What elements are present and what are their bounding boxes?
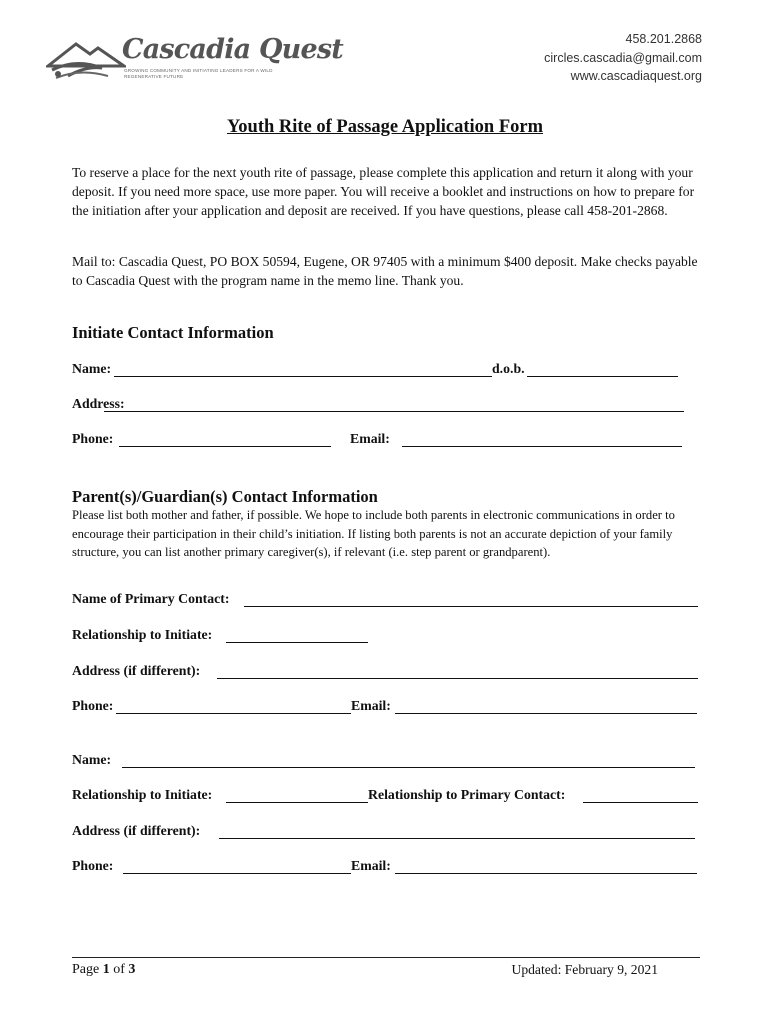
second-address-field[interactable] [219, 838, 695, 839]
mountain-logo-icon [46, 36, 126, 86]
second-relationship-row [72, 787, 700, 807]
second-name-label: Name: [72, 752, 112, 767]
second-phone-field[interactable] [123, 873, 351, 874]
initiate-heading: Initiate Contact Information [72, 323, 274, 342]
initiate-name-label: Name: [72, 361, 112, 376]
primary-email-label: Email: [351, 698, 391, 713]
primary-phone-field[interactable] [116, 713, 351, 714]
primary-relationship-row [72, 627, 700, 647]
relationship-primary-field[interactable] [583, 802, 698, 803]
contact-email[interactable]: circles.cascadia@gmail.com [544, 50, 702, 65]
page-footer [72, 957, 700, 980]
initiate-email-label: Email: [350, 431, 390, 446]
initiate-address-label: Address: [72, 396, 125, 411]
second-phone-label: Phone: [72, 858, 114, 873]
contact-phone: 458.201.2868 [625, 32, 702, 46]
second-name-field[interactable] [122, 767, 695, 768]
initiate-phone-field[interactable] [119, 446, 331, 447]
updated-date: Updated: February 9, 2021 [511, 962, 658, 977]
relationship-primary-label: Relationship to Primary Contact: [368, 787, 566, 802]
primary-address-label: Address (if different): [72, 663, 201, 678]
primary-address-field[interactable] [217, 678, 698, 679]
initiate-dob-label: d.o.b. [492, 361, 525, 376]
primary-name-row [72, 591, 700, 611]
primary-email-field[interactable] [395, 713, 697, 714]
primary-phone-row [72, 698, 700, 718]
primary-address-row [72, 663, 700, 683]
primary-name-field[interactable] [244, 606, 698, 607]
logo-tagline: GROWING COMMUNITY AND INITIATING LEADERS FOR A WILD REGENERATIVE FUTURE [124, 68, 273, 79]
page-current: 1 [102, 962, 110, 977]
parents-heading: Parent(s)/Guardian(s) Contact Information [72, 487, 378, 506]
page-of: of [109, 962, 129, 977]
initiate-name-row [72, 361, 700, 381]
mail-paragraph: Mail to: Cascadia Quest, PO BOX 50594, Eugene, OR 97405 with a minimum $400 deposit. Make checks payable to Cascadia Quest with the program name in the memo line. Thank you. [72, 254, 698, 288]
page-number [72, 962, 135, 978]
second-email-label: Email: [351, 858, 391, 873]
initiate-address-field[interactable] [104, 411, 684, 412]
second-phone-row [72, 858, 700, 878]
initiate-email-field[interactable] [402, 446, 682, 447]
primary-phone-label: Phone: [72, 698, 114, 713]
initiate-phone-row [72, 431, 700, 451]
logo [46, 30, 343, 90]
primary-relationship-label: Relationship to Initiate: [72, 627, 213, 642]
second-name-row [72, 752, 700, 772]
second-relationship-field[interactable] [226, 802, 368, 803]
initiate-dob-field[interactable] [527, 376, 678, 377]
second-relationship-label: Relationship to Initiate: [72, 787, 213, 802]
parents-note: Please list both mother and father, if possible. We hope to include both parents in electronic communications in order to encourage their participation in their child’s initiation. If listing both parents is not an accurate depiction of your family structure, you can list another primary caregiver(s), if relevant (i.e. step parent or grandparent). [72, 508, 675, 559]
intro-paragraph: To reserve a place for the next youth rite of passage, please complete this application and return it along with your deposit. If you need more space, use more paper. You will receive a booklet and instructions on how to prepare for the initiation after your application and deposit are received. If you have questions, please call 458-201-2868. [72, 165, 695, 218]
second-address-label: Address (if different): [72, 823, 201, 838]
second-email-field[interactable] [395, 873, 697, 874]
page-total: 3 [128, 962, 136, 977]
primary-relationship-field[interactable] [226, 642, 368, 643]
contact-block [544, 30, 702, 86]
initiate-name-field[interactable] [114, 376, 492, 377]
initiate-phone-label: Phone: [72, 431, 114, 446]
page-title: Youth Rite of Passage Application Form [226, 117, 544, 137]
page-prefix: Page [72, 962, 103, 977]
initiate-address-row [72, 396, 700, 416]
contact-website[interactable]: www.cascadiaquest.org [570, 69, 702, 83]
second-address-row [72, 823, 700, 843]
logo-name: Cascadia Quest [122, 34, 343, 65]
primary-name-label: Name of Primary Contact: [72, 591, 230, 606]
